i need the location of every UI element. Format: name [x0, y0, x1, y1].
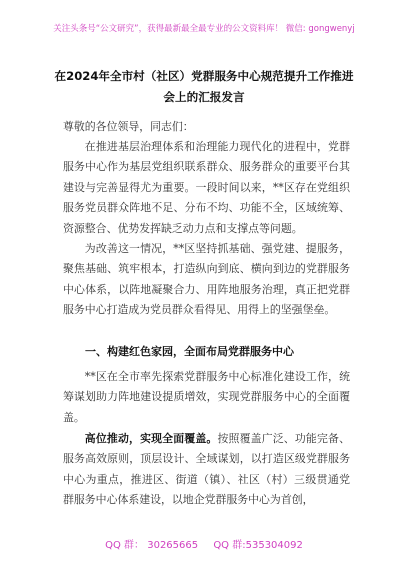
- paragraph-2: 为改善这一情况，**区坚持抓基础、强党建、提服务，聚焦基础、筑牢根本，打造纵向到底、横向到边的党群服务中心体系，以阵地凝聚合力、用阵地服务治理，真正把党群服务中心打造成为党员群众看得见、用得上的坚强堡垒。: [63, 242, 350, 317]
- paragraph-4-body: 按照覆盖广泛、功能完备、服务高效原则，顶层设计、全域谋划，以打造区级党群服务中心为重点，推进区、街道（镇）、社区（村）三级贯通党群服务中心体系建设，以地企党群服务中心为首创，: [63, 432, 350, 507]
- footer-qq-group-1: QQ 群： 30265665: [105, 540, 199, 551]
- header-banner: 关注头条号“公文研究”，获得最新最全最专业的公文资料库！ 微信: gongwenyj: [53, 24, 355, 34]
- paragraph-1: 在推进基层治理体系和治理能力现代化的进程中，党群服务中心作为基层党组织联系群众、服务群众的重要平台其建设与完善显得尤为重要。一段时间以来，**区存在党组织服务党员群众阵地不足、分布不均、功能不全，区域统筹、资源整合、优势发挥缺乏动力点和支撑点等问题。: [63, 140, 350, 235]
- section-heading-1: 一、构建红色家园，全面布局党群服务中心: [85, 345, 294, 358]
- paragraph-4-lead: 高位推动，实现全面覆盖。: [84, 432, 218, 445]
- title-line-1: 在2024年全市村（社区）党群服务中心规范提升工作推进: [54, 69, 354, 83]
- footer-contact: [0, 536, 408, 551]
- salutation: 尊敬的各位领导，同志们：: [63, 120, 194, 133]
- document-title: [40, 66, 368, 108]
- paragraph-3: **区在全市率先探索党群服务中心标准化建设工作，统筹谋划助力阵地建设提质增效，实现党群服务中心的全面覆盖。: [63, 370, 350, 424]
- footer-qq-group-2: QQ 群:535304092: [213, 540, 303, 551]
- paragraph-4: [63, 429, 350, 511]
- title-line-2: 会上的汇报发言: [163, 90, 245, 104]
